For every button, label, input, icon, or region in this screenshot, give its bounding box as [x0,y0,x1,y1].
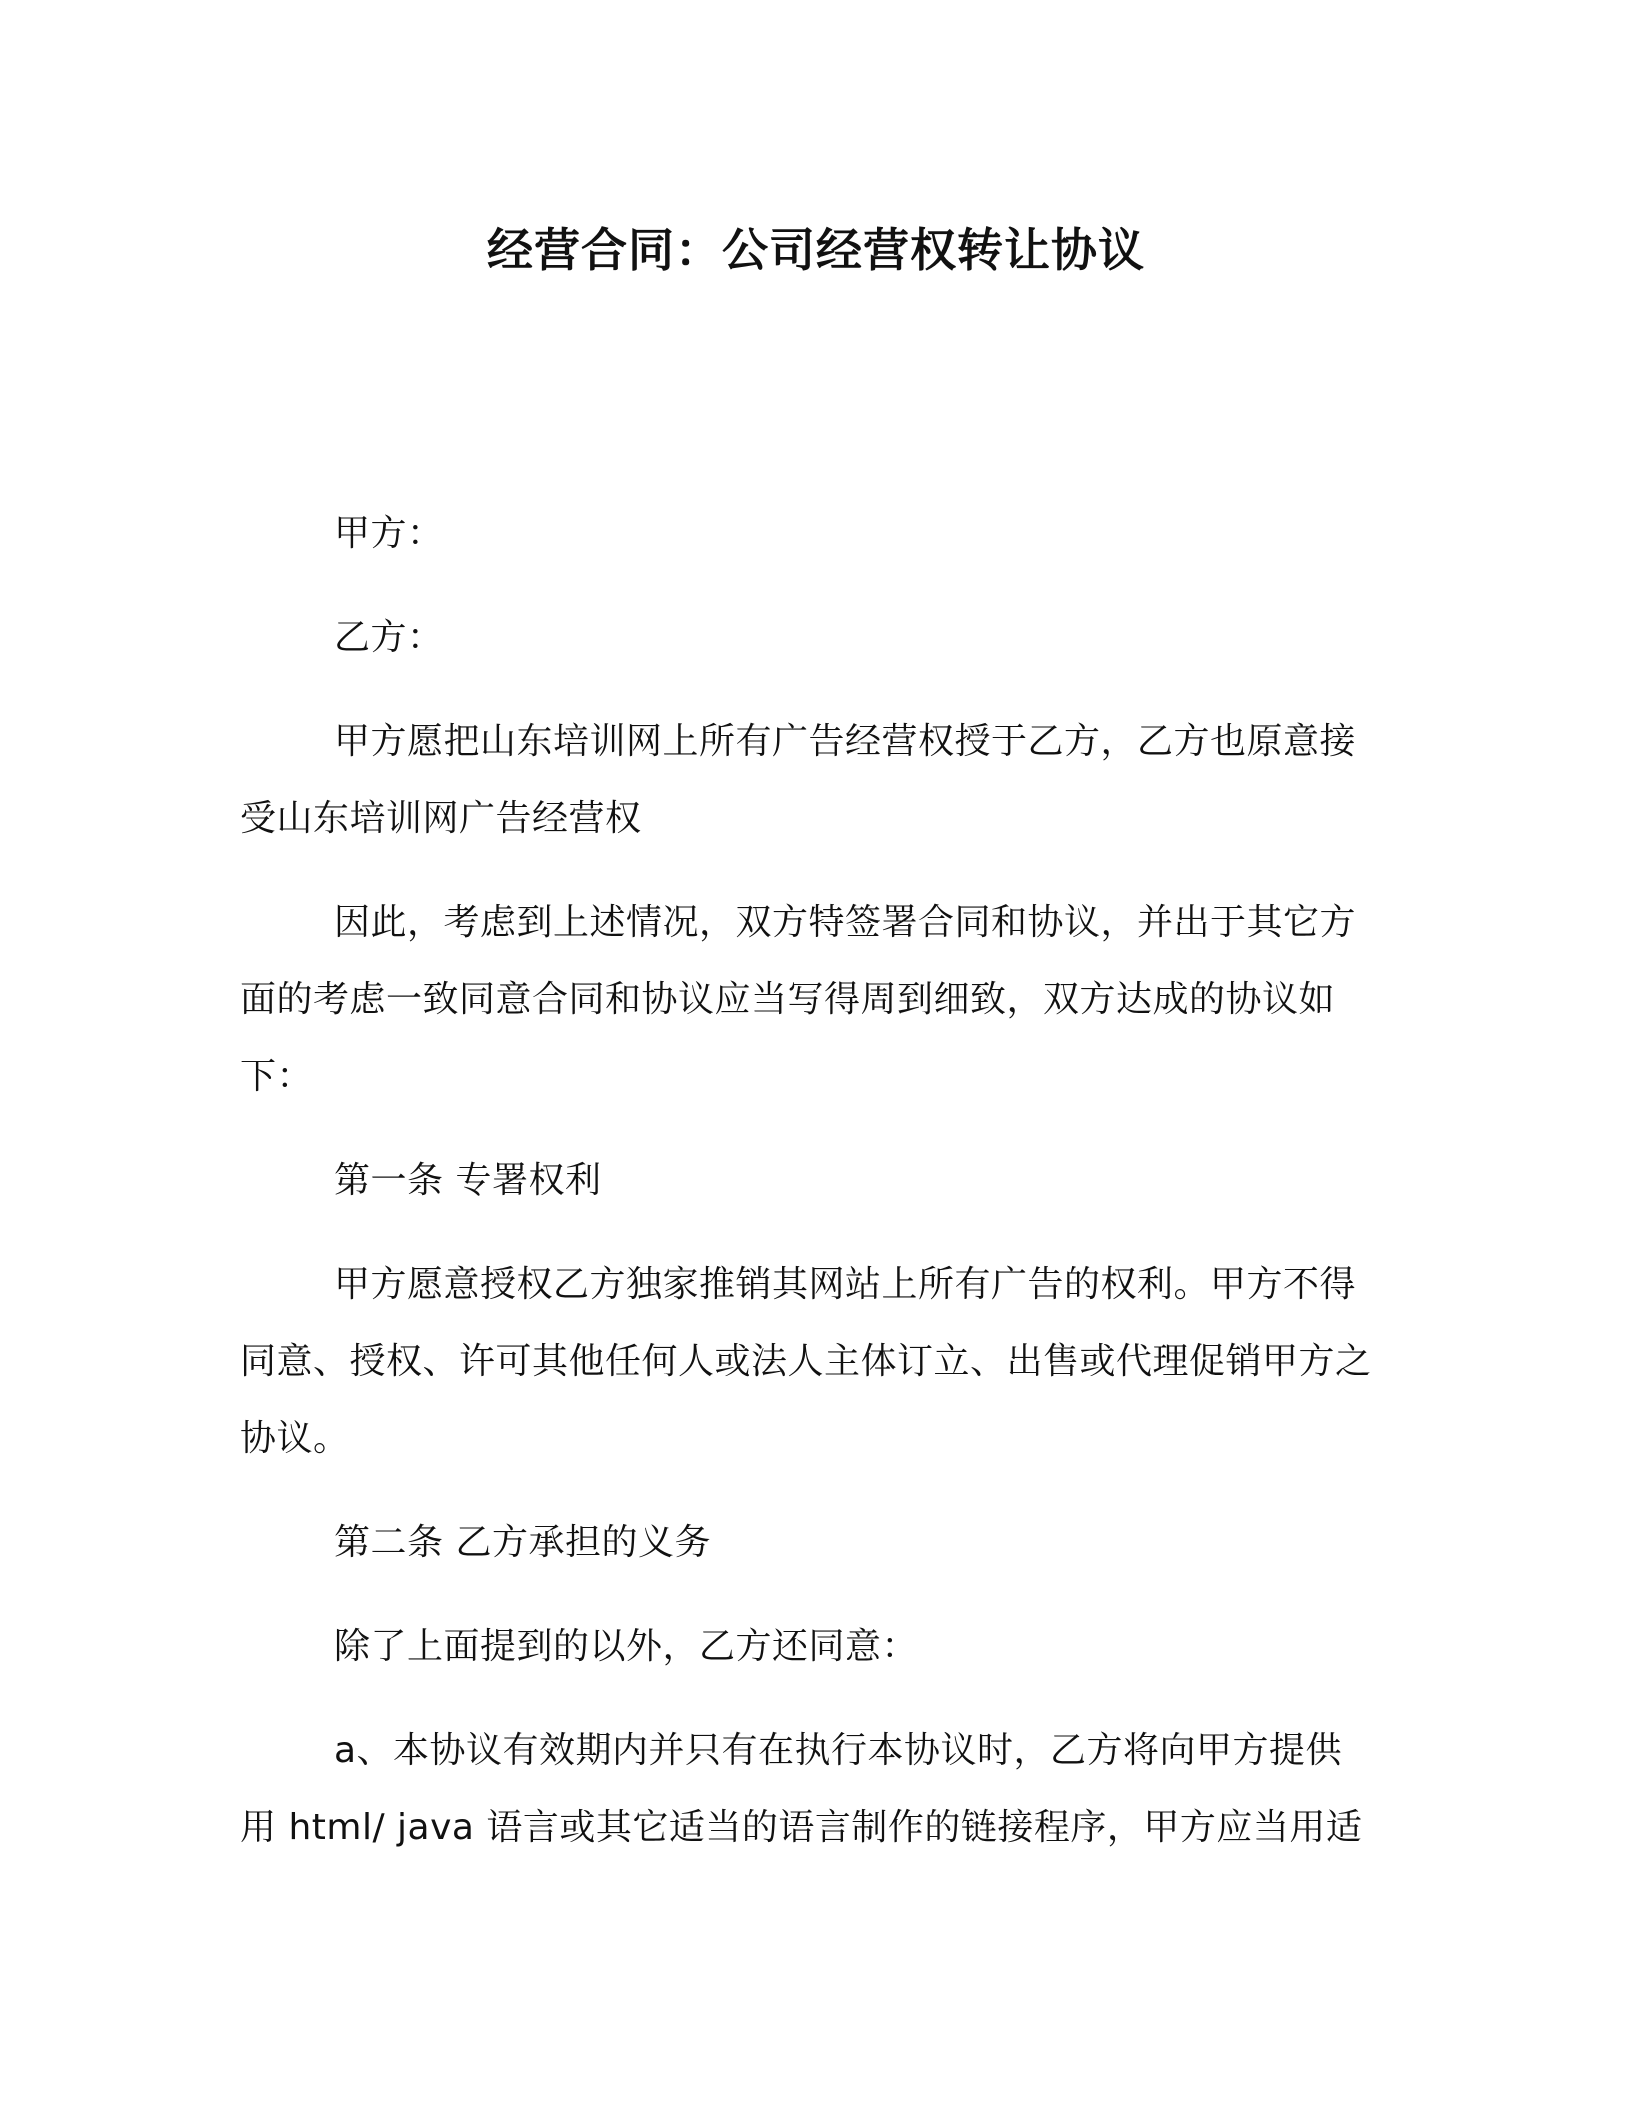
recital-paragraph: 因此，考虑到上述情况，双方特签署合同和协议，并出于其它方面的考虑一致同意合同和协议应当写得周到细致，双方达成的协议如下： [240,902,1357,1097]
article-2-intro: 除了上面提到的以外，乙方还同意： [334,1626,919,1667]
article-1-heading: 第一条 专署权利 [334,1160,602,1201]
article-2-heading: 第二条 乙方承担的义务 [334,1522,711,1563]
article-1-body: 甲方愿意授权乙方独家推销其网站上所有广告的权利。甲方不得同意、授权、许可其他任何人或法人主体订立、出售或代理促销甲方之协议。 [240,1264,1372,1459]
document-body [240,495,1375,1893]
document-title: 经营合同：公司经营权转让协议 [487,223,1145,277]
party-b-line: 乙方： [334,617,444,658]
article-2-item-a: a、本协议有效期内并只有在执行本协议时，乙方将向甲方提供用 html/ java 语言或其它适当的语言制作的链接程序，甲方应当用适 [240,1730,1363,1848]
party-a-line: 甲方： [334,513,444,554]
intro-paragraph: 甲方愿把山东培训网上所有广告经营权授于乙方，乙方也原意接受山东培训网广告经营权 [240,721,1357,839]
